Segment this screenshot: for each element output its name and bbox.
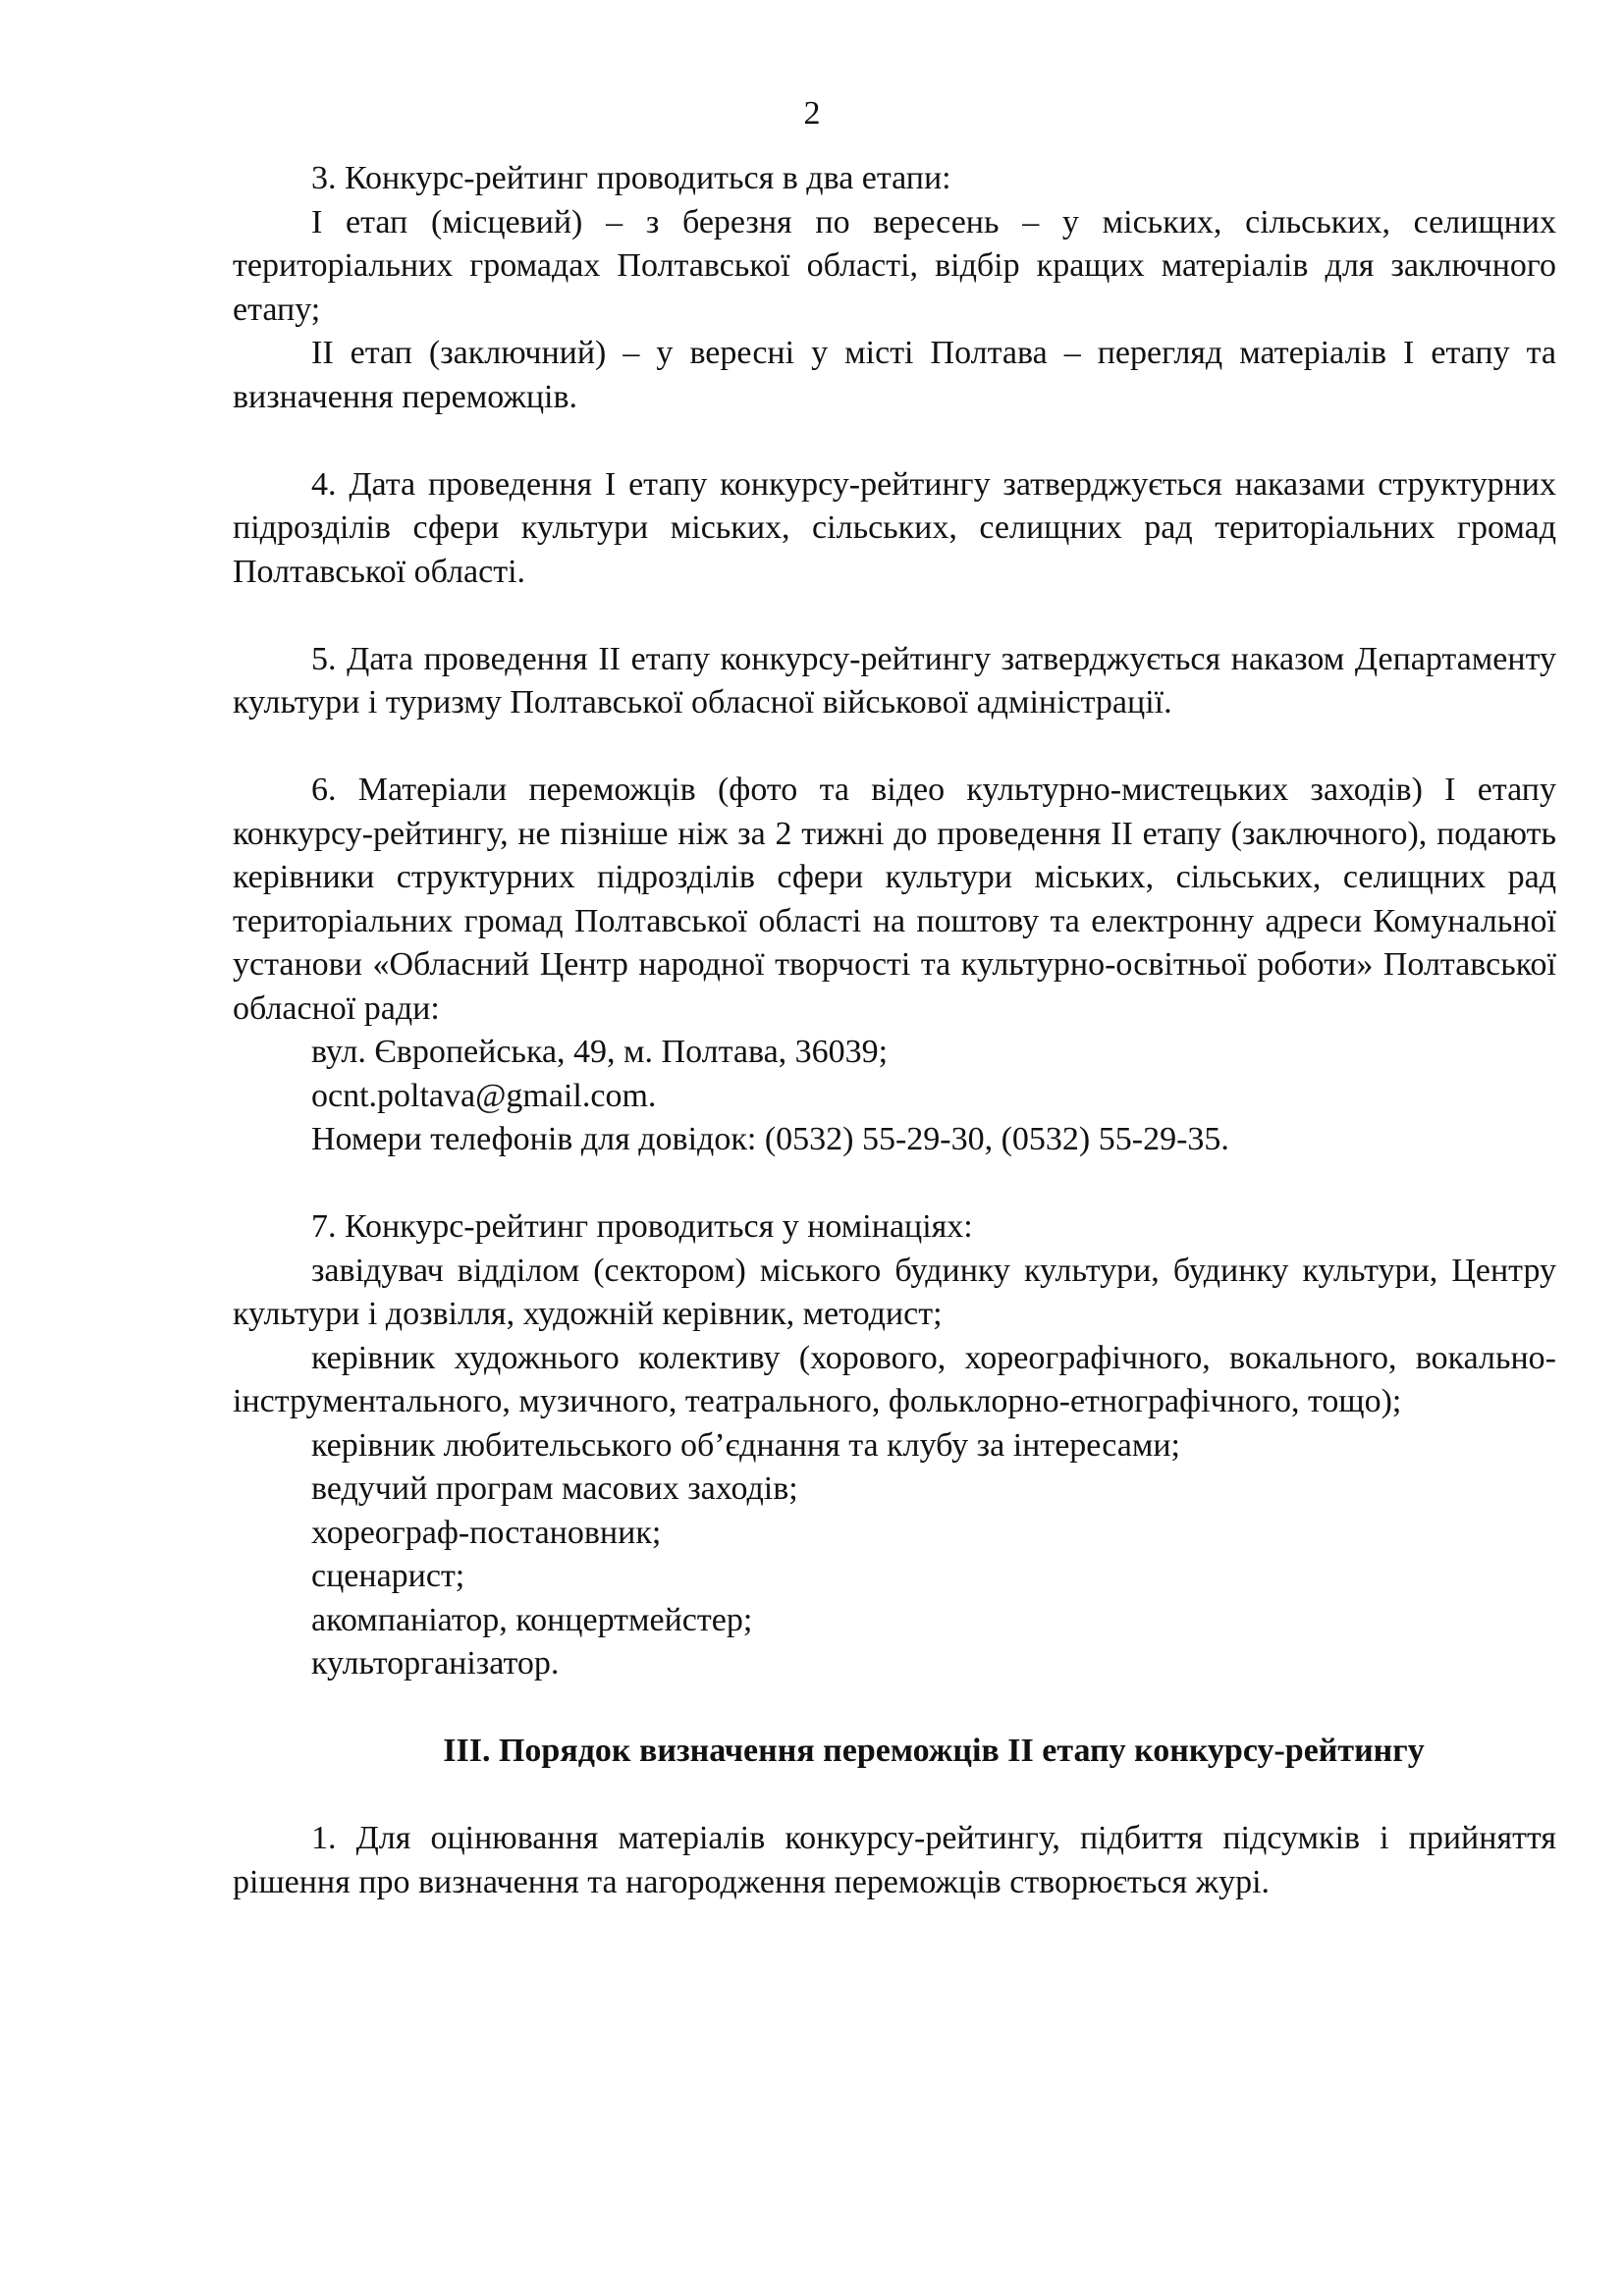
nomination-item: завідувач відділом (сектором) міського будинку культури, будинку культури, Центру культури і дозвілля, художній керівник, методист;: [233, 1252, 1556, 1332]
nomination-item: сценарист;: [311, 1558, 465, 1594]
nomination-item: ведучий програм масових заходів;: [311, 1470, 798, 1507]
item-3-stage-1: І етап (місцевий) – з березня по вересень – у міських, сільських, селищних територіальних громадах Полтавської області, відбір кращих матеріалів для заключного етапу;: [233, 203, 1556, 328]
email-address: ocnt.poltava@gmail.com.: [311, 1077, 657, 1114]
nomination-item: культорганізатор.: [311, 1645, 560, 1682]
section-3-item-1: 1. Для оцінювання матеріалів конкурсу-рейтингу, підбиття підсумків і прийняття рішення про визначення та нагородження переможців створюється журі.: [233, 1820, 1556, 1900]
item-3-stage-2: ІІ етап (заключний) – у вересні у місті Полтава – перегляд матеріалів І етапу та визначення переможців.: [233, 335, 1556, 415]
section-3-heading: ІІІ. Порядок визначення переможців ІІ етапу конкурсу-рейтингу: [443, 1733, 1425, 1769]
item-7-intro: 7. Конкурс-рейтинг проводиться у номінаціях:: [311, 1208, 973, 1245]
item-4: 4. Дата проведення І етапу конкурсу-рейтингу затверджується наказами структурних підрозділів сфери культури міських, сільських, селищних рад територіальних громад Полтавської області.: [233, 465, 1556, 590]
postal-address: вул. Європейська, 49, м. Полтава, 36039;: [311, 1034, 889, 1070]
item-3-intro: 3. Конкурс-рейтинг проводиться в два етапи:: [311, 160, 951, 196]
nomination-item: акомпаніатор, концертмейстер;: [311, 1601, 753, 1638]
item-6: 6. Матеріали переможців (фото та відео культурно-мистецьких заходів) І етапу конкурсу-рейтингу, не пізніше ніж за 2 тижні до проведення ІІ етапу (заключного), подають керівники структурних підрозділів сфери культури міських, сільських, селищних рад територіальних громад Полтавської області на поштову та електронну адреси Комунальної установи «Обласний Центр народної творчості та культурно-освітньої роботи» Полтавської обласної ради:: [233, 772, 1556, 1027]
nomination-item: керівник любительського об’єднання та клубу за інтересами;: [311, 1426, 1180, 1464]
nomination-item: керівник художнього колективу (хорового, хореографічного, вокального, вокально-інструментального, музичного, театрального, фольклорно-етнографічного, тощо);: [233, 1339, 1556, 1419]
nomination-item: хореограф-постановник;: [311, 1514, 662, 1551]
document-body: [233, 157, 1556, 1904]
item-5: 5. Дата проведення ІІ етапу конкурсу-рейтингу затверджується наказом Департаменту культури і туризму Полтавської обласної військової адміністрації.: [233, 640, 1556, 721]
phone-numbers: Номери телефонів для довідок: (0532) 55-29-30, (0532) 55-29-35.: [311, 1121, 1229, 1157]
page-number: 2: [803, 95, 821, 132]
